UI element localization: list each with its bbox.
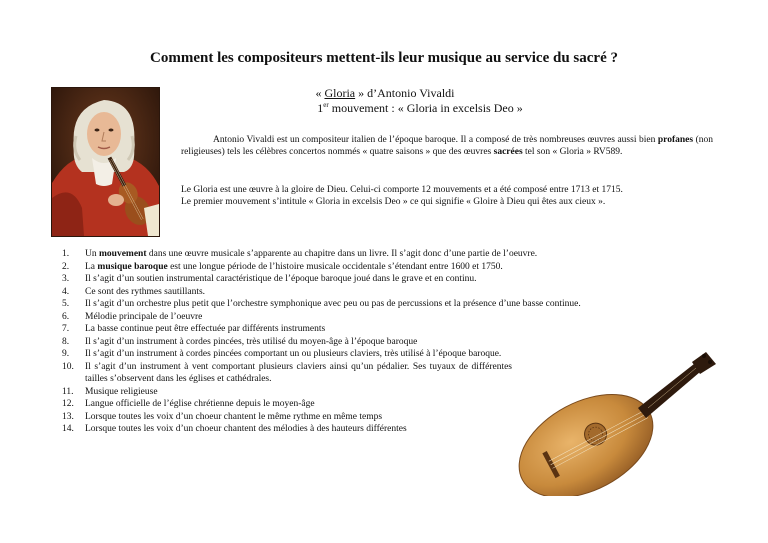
definition-number: 4. (62, 286, 70, 297)
definition-number: 8. (62, 336, 70, 347)
definition-prefix: Un (85, 249, 99, 259)
definition-number: 2. (62, 261, 70, 272)
definition-number: 6. (62, 311, 70, 322)
work-subtitle (300, 86, 470, 101)
definition-number: 5. (62, 299, 70, 309)
definition-number: 1. (62, 249, 70, 259)
definition-item (62, 286, 662, 299)
intro-paragraph-2 (181, 184, 713, 208)
movement-name: mouvement : « Gloria in excelsis Deo » (328, 101, 523, 115)
page-title: Comment les compositeurs mettent-ils leur musique au service du sacré ? (150, 50, 618, 66)
intro-text: tel son « Gloria » RV589. (522, 147, 623, 157)
definition-text: est une longue période de l’histoire musicale occidentale s’étendant entre 1600 et 1750. (167, 261, 503, 272)
definition-item (62, 311, 662, 324)
subtitle-prefix: « (315, 86, 325, 100)
definition-item (62, 248, 662, 261)
intro-keyword-sacrees: sacrées (493, 147, 523, 157)
intro-line: Le Gloria est une œuvre à la gloire de Dieu. Celui-ci comporte 12 mouvements et a été composé entre 1713 et 1715. (181, 185, 623, 195)
movement-number: 1 (317, 101, 324, 115)
definition-text: La basse continue peut être effectuée par différents instruments (85, 324, 326, 334)
definition-number: 3. (62, 274, 70, 284)
definition-number: 10. (62, 361, 74, 372)
definition-item (62, 298, 662, 311)
definition-prefix: La (85, 261, 98, 272)
definition-text: Il s’agit d’un instrument à vent comportant plusieurs claviers ainsi qu’un pédalier. Ses tuyaux de différentes tailles s’observent dans les églises et cathédrales. (85, 361, 512, 384)
lute-image (508, 346, 718, 496)
definition-text: Mélodie principale de l’oeuvre (85, 311, 203, 322)
movement-subtitle (270, 101, 570, 116)
intro-keyword-profanes: profanes (657, 135, 694, 145)
intro-paragraph-1 (181, 134, 713, 158)
vivaldi-portrait-image (51, 87, 160, 237)
definition-item (62, 261, 662, 274)
definition-number: 11. (62, 386, 74, 397)
definition-text: Ce sont des rythmes sautillants. (85, 286, 206, 297)
definition-text: Il s’agit d’un orchestre plus petit que l’orchestre symphonique avec peu ou pas de percussions et la présence d’une basse continue. (85, 299, 581, 309)
definition-item (62, 273, 662, 286)
definition-text: Lorsque toutes les voix d’un choeur chantent le même rythme en même temps (85, 411, 383, 422)
definition-item (62, 323, 662, 336)
definition-item (62, 361, 512, 386)
intro-text: (non religieuses) tels les célèbres concertos nommés « quatre saisons » que des œuvres (181, 135, 713, 157)
definition-text: Il s’agit d’un instrument à cordes pincées comportant un ou plusieurs claviers, très utilisé à l’époque baroque. (85, 349, 502, 359)
definition-text: Il s’agit d’un soutien instrumental caractéristique de l’époque baroque joué dans le grave et en continu. (85, 274, 477, 284)
definition-number: 12. (62, 399, 74, 409)
definition-number: 13. (62, 411, 74, 422)
work-title: Gloria (324, 86, 356, 100)
definition-term: mouvement (99, 249, 147, 259)
definition-term: musique baroque (97, 261, 168, 272)
intro-line: Le premier mouvement s’intitule « Gloria in excelsis Deo » ce qui signifie « Gloire à Dieu qui êtes aux cieux ». (181, 197, 606, 207)
definition-number: 7. (62, 324, 70, 334)
intro-text: Antonio Vivaldi est un compositeur italien de l’époque baroque. Il a composé de très nombreuses œuvres aussi bien (213, 135, 658, 145)
definition-text: Lorsque toutes les voix d’un choeur chantent des mélodies à des hauteurs différentes (85, 424, 407, 434)
definition-number: 14. (62, 424, 74, 434)
definition-text: dans une œuvre musicale s’apparente au chapitre dans un livre. Il s’agit donc d’une partie de l’oeuvre. (146, 249, 538, 259)
definition-text: Musique religieuse (85, 386, 158, 397)
definition-text: Il s’agit d’un instrument à cordes pincées, très utilisé du moyen-âge à l’époque baroque (85, 336, 418, 347)
definition-item (62, 348, 512, 361)
subtitle-suffix: » d’Antonio Vivaldi (355, 86, 455, 100)
definition-text: Langue officielle de l’église chrétienne depuis le moyen-âge (85, 399, 315, 409)
definition-number: 9. (62, 349, 70, 359)
movement-superscript: er (323, 101, 329, 109)
